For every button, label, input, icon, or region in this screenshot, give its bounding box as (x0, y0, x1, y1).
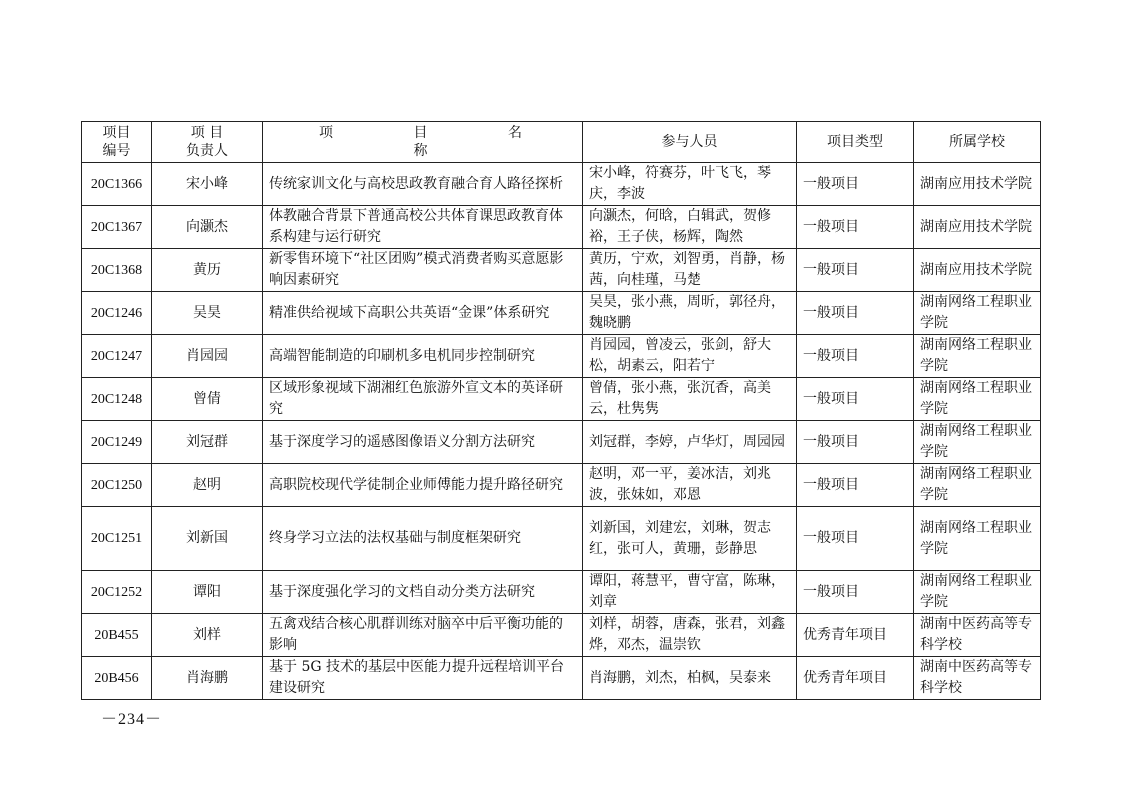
cell-members: 肖园园，曾凌云，张剑，舒大松，胡素云，阳若宁 (583, 335, 797, 378)
header-members-text: 参与人员 (661, 134, 718, 150)
cell-type: 一般项目 (797, 163, 914, 206)
cell-school: 湖南网络工程职业学院 (914, 571, 1041, 614)
cell-code: 20B455 (82, 614, 152, 657)
cell-project-name: 基于深度强化学习的文档自动分类方法研究 (263, 571, 583, 614)
cell-type: 一般项目 (797, 206, 914, 249)
cell-members: 谭阳，蒋慧平，曹守富，陈琳，刘章 (583, 571, 797, 614)
page-number: －234－ (101, 711, 163, 728)
cell-project-name: 精准供给视域下高职公共英语“金课”体系研究 (263, 292, 583, 335)
header-leader (152, 122, 263, 163)
cell-code: 20C1249 (82, 421, 152, 464)
table-row (82, 335, 1041, 378)
cell-type: 一般项目 (797, 292, 914, 335)
cell-type: 优秀青年项目 (797, 657, 914, 700)
cell-code: 20C1247 (82, 335, 152, 378)
cell-school: 湖南网络工程职业学院 (914, 464, 1041, 507)
cell-leader: 谭阳 (152, 571, 263, 614)
cell-code: 20C1248 (82, 378, 152, 421)
cell-code: 20C1251 (82, 507, 152, 571)
cell-code: 20B456 (82, 657, 152, 700)
table-row (82, 249, 1041, 292)
cell-members: 吴昊，张小燕，周昕，郭径舟，魏晓鹏 (583, 292, 797, 335)
table-row (82, 571, 1041, 614)
cell-code: 20C1250 (82, 464, 152, 507)
table-row (82, 163, 1041, 206)
cell-code: 20C1367 (82, 206, 152, 249)
table-row (82, 464, 1041, 507)
cell-school: 湖南网络工程职业学院 (914, 335, 1041, 378)
cell-members: 曾倩，张小燕，张沉香，高美云，杜隽隽 (583, 378, 797, 421)
cell-code: 20C1246 (82, 292, 152, 335)
table-row (82, 206, 1041, 249)
cell-members: 向灏杰，何晗，白辑武，贺修裕，王子侠，杨辉，陶然 (583, 206, 797, 249)
header-members (583, 122, 797, 163)
cell-project-name: 终身学习立法的法权基础与制度框架研究 (263, 507, 583, 571)
cell-leader: 宋小峰 (152, 163, 263, 206)
cell-type: 一般项目 (797, 421, 914, 464)
header-type (797, 122, 914, 163)
header-code (82, 122, 152, 163)
cell-leader: 吴昊 (152, 292, 263, 335)
cell-code: 20C1368 (82, 249, 152, 292)
cell-members: 黄历，宁欢，刘智勇，肖静，杨茜，向桂瑾，马楚 (583, 249, 797, 292)
cell-leader: 曾倩 (152, 378, 263, 421)
cell-code: 20C1366 (82, 163, 152, 206)
table-row (82, 421, 1041, 464)
table-row (82, 507, 1041, 571)
cell-school: 湖南应用技术学院 (914, 163, 1041, 206)
cell-school: 湖南中医药高等专科学校 (914, 614, 1041, 657)
table-row (82, 378, 1041, 421)
cell-leader: 刘冠群 (152, 421, 263, 464)
table-row (82, 292, 1041, 335)
cell-school: 湖南应用技术学院 (914, 206, 1041, 249)
table-row (82, 614, 1041, 657)
cell-school: 湖南网络工程职业学院 (914, 292, 1041, 335)
cell-project-name: 体教融合背景下普通高校公共体育课思政教育体系构建与运行研究 (263, 206, 583, 249)
cell-school: 湖南网络工程职业学院 (914, 378, 1041, 421)
cell-project-name: 新零售环境下“社区团购”模式消费者购买意愿影响因素研究 (263, 249, 583, 292)
cell-leader: 向灏杰 (152, 206, 263, 249)
cell-school: 湖南应用技术学院 (914, 249, 1041, 292)
table-header-row (82, 122, 1041, 163)
cell-leader: 刘样 (152, 614, 263, 657)
cell-members: 刘冠群，李婷，卢华灯，周园园 (583, 421, 797, 464)
cell-type: 优秀青年项目 (797, 614, 914, 657)
cell-project-name: 基于深度学习的遥感图像语义分割方法研究 (263, 421, 583, 464)
table-row (82, 657, 1041, 700)
cell-members: 刘新国，刘建宏，刘琳，贺志红，张可人，黄珊，彭静思 (583, 507, 797, 571)
project-list-table-container (81, 121, 1040, 700)
header-leader-text: 项 目 负责人 (186, 125, 228, 159)
cell-type: 一般项目 (797, 507, 914, 571)
header-school (914, 122, 1041, 163)
cell-leader: 赵明 (152, 464, 263, 507)
cell-code: 20C1252 (82, 571, 152, 614)
header-school-text: 所属学校 (949, 134, 1005, 150)
cell-leader: 刘新国 (152, 507, 263, 571)
cell-school: 湖南网络工程职业学院 (914, 507, 1041, 571)
cell-members: 宋小峰，符赛芬，叶飞飞，琴庆，李波 (583, 163, 797, 206)
cell-project-name: 传统家训文化与高校思政教育融合育人路径探析 (263, 163, 583, 206)
header-type-text: 项目类型 (827, 134, 883, 150)
cell-type: 一般项目 (797, 249, 914, 292)
cell-type: 一般项目 (797, 378, 914, 421)
cell-members: 刘样，胡蓉，唐森，张君，刘鑫烨，邓杰，温崇钦 (583, 614, 797, 657)
cell-leader: 黄历 (152, 249, 263, 292)
header-name-text: 项 目 名 称 (319, 125, 560, 159)
header-code-text: 项目 编号 (102, 125, 131, 159)
cell-project-name: 基于 5G 技术的基层中医能力提升远程培训平台建设研究 (263, 657, 583, 700)
cell-project-name: 五禽戏结合核心肌群训练对脑卒中后平衡功能的影响 (263, 614, 583, 657)
cell-leader: 肖园园 (152, 335, 263, 378)
header-name (263, 122, 583, 163)
cell-project-name: 高职院校现代学徒制企业师傅能力提升路径研究 (263, 464, 583, 507)
cell-project-name: 高端智能制造的印刷机多电机同步控制研究 (263, 335, 583, 378)
cell-type: 一般项目 (797, 571, 914, 614)
cell-type: 一般项目 (797, 335, 914, 378)
cell-school: 湖南网络工程职业学院 (914, 421, 1041, 464)
project-list-table (81, 121, 1041, 700)
cell-type: 一般项目 (797, 464, 914, 507)
cell-project-name: 区域形象视域下湖湘红色旅游外宣文本的英译研究 (263, 378, 583, 421)
cell-leader: 肖海鹏 (152, 657, 263, 700)
cell-school: 湖南中医药高等专科学校 (914, 657, 1041, 700)
cell-members: 肖海鹏，刘杰，柏枫，吴泰来 (583, 657, 797, 700)
cell-members: 赵明，邓一平，姜冰洁，刘兆波，张妹如，邓恩 (583, 464, 797, 507)
